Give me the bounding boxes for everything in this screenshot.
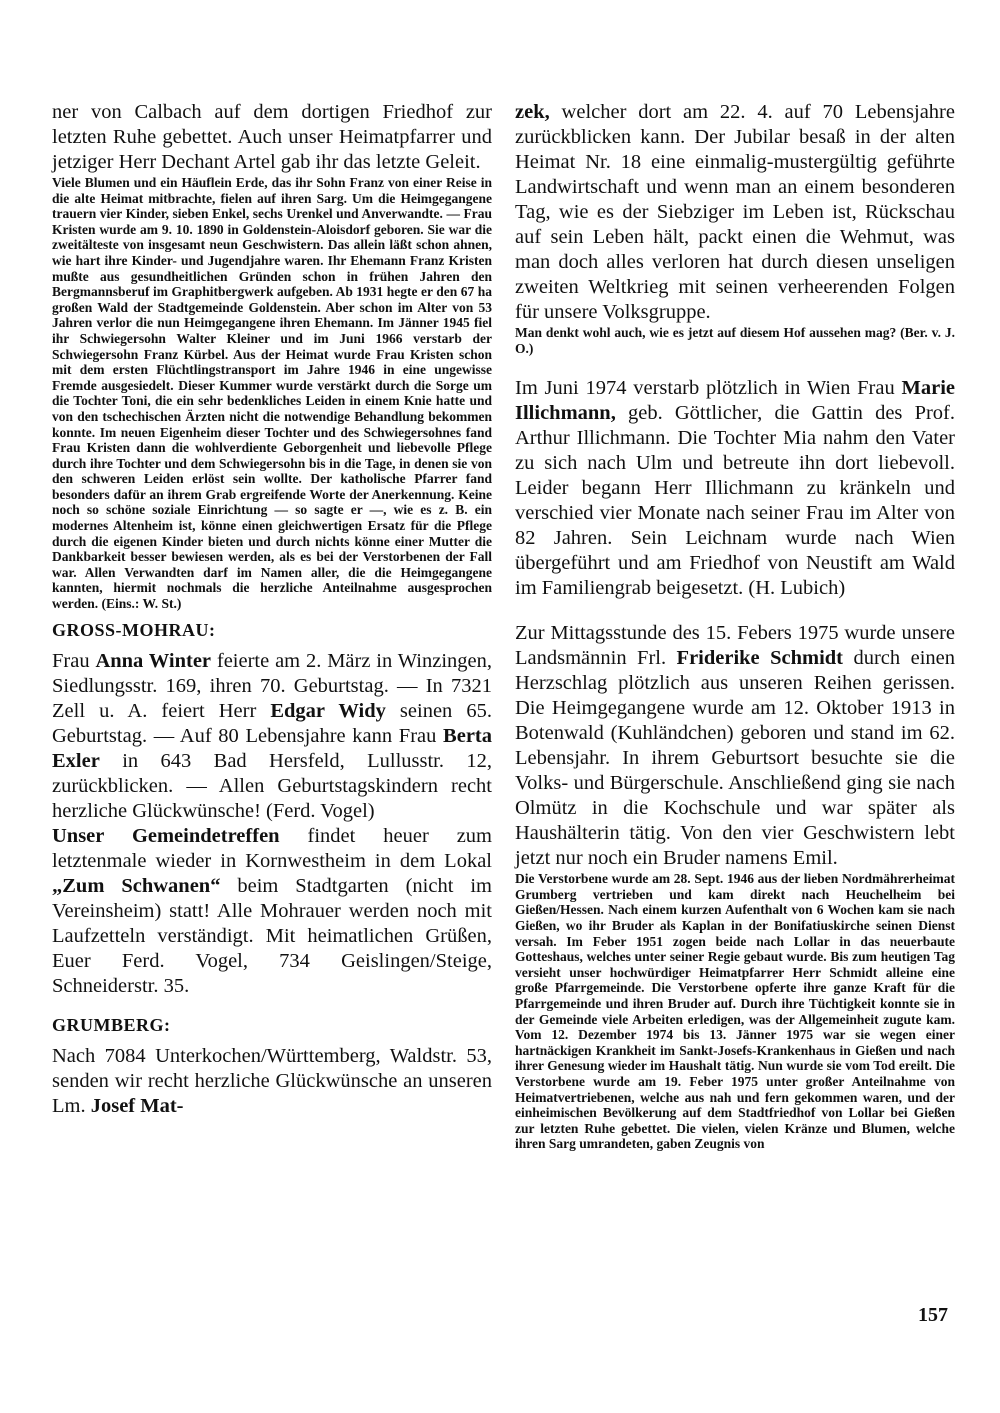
person-name: Anna Winter <box>95 649 212 672</box>
obituary-illichmann <box>515 376 955 601</box>
person-name: Marie Illichmann, <box>515 377 955 425</box>
person-name: Edgar Widy <box>270 699 386 722</box>
gross-mohrau-meeting <box>52 824 492 999</box>
obituary-schmidt <box>515 621 955 871</box>
text-span: in 643 Bad Hersfeld, Lullusstr. 12, zurückblicken. — Allen Geburtstagskindern recht herzliche Glückwünsche! (Ferd. Vogel) <box>52 749 492 822</box>
right-column <box>515 100 955 1152</box>
person-name: Berta Exler <box>52 724 492 772</box>
text-span: durch einen Herzschlag plötzlich aus unseren Reihen gerissen. Die Heimgegangene wurde am 12. Oktober 1913 in Botenwald (Kuhländchen) geboren und stand im 62. Lebensjahr. In ihrem Geburtsort besuchte sie die Volks- und Bürgerschule. Anschließend ging sie nach Olmütz in die Kochschule und war später als Haushälterin tätig. Von den vier Geschwistern lebt jetzt nur noch ein Bruder namens Emil. <box>515 647 955 870</box>
gross-mohrau-birthdays <box>52 649 492 824</box>
text-span: geb. Göttlicher, die Gattin des Prof. Arthur Illichmann. Die Tochter Mia nahm den Vater zu sich nach Ulm und betreute ihn dort liebevoll. Leider begann Herr Illichmann zu kränkeln und verschied vier Monate nach seiner Frau im Alter von 82 Jahren. Sein Leichnam wurde nach Wien übergeführt und am Friedhof von Neustift am Wald im Familiengrab beigesetzt. (H. Lubich) <box>515 402 955 600</box>
text-span: beim Stadtgarten (nicht im Vereinsheim) statt! Alle Mohrauer werden noch mit Laufzetteln verständigt. Mit heimatlichen Grüßen, Euer Ferd. Vogel, 734 Geislingen/Steige, Schneiderstr. 35. <box>52 874 492 997</box>
left-column <box>52 100 492 1119</box>
text-span: Im Juni 1974 verstarb plötzlich in Wien Frau <box>515 377 902 400</box>
text-span: Nach 7084 Unterkochen/Württemberg, Waldstr. 53, senden wir recht herzliche Glückwünsche an unseren Lm. <box>52 1044 492 1117</box>
page-number: 157 <box>918 1304 948 1326</box>
grumberg-birthday <box>52 1044 492 1119</box>
section-heading-grumberg: GRUMBERG: <box>52 1014 171 1035</box>
venue-name: „Zum Schwanen“ <box>52 874 221 897</box>
obituary-kristen-end: ner von Calbach auf dem dortigen Friedhof zur letzten Ruhe gebettet. Auch unser Heimatpfarrer und jetziger Herr Dechant Artel gab ihr das letzte Geleit. <box>52 101 492 173</box>
section-heading-gross-mohrau: GROSS-MOHRAU: <box>52 619 216 640</box>
obituary-kristen-details: Viele Blumen und ein Häuflein Erde, das ihr Sohn Franz von einer Reise in die alte Heimat mitbrachte, fielen auf ihren Sarg. Um die Heimgegangene trauern vier Kinder, sieben Enkel, sechs Urenkel und Anverwandte. — Frau Kristen wurde am 9. 10. 1890 in Goldenstein-Aloisdorf geboren. Sie war die zweitälteste von insgesamt neun Geschwistern. Das allein läßt schon ahnen, wie hart ihre Kinder- und Jugendjahre waren. Ihr Ehemann Franz Kristen mußte aus gesundheitlichen Gründen schon in frühen Jahren den Bergmannsberuf im Graphitbergwerk aufgeben. Ab 1931 hegte er den 67 ha großen Wald der Stadtgemeinde Goldenstein. Aber schon im Alter von 53 Jahren verlor die nun Heimgegangene ihren Ehemann. Im Jänner 1945 fiel ihr Schwiegersohn Walter Kleiner und im Juni 1966 verstarb der Schwiegersohn Franz Kürbel. Aus der Heimat wurde Frau Kristen schon mit dem ersten Flüchtlingstransport im Jahre 1946 in eine ungewisse Fremde ausgesiedelt. Dieser Kummer wurde verstärkt durch die Sorge um die Tochter Toni, die ein sehr bedenkliches Leiden in einem Knie hatte und von den tschechischen Ärzten nicht die notwendige Behandlung bekommen konnte. Im neuen Eigenheim dieser Tochter und des Schwiegersohnes fand Frau Kristen dann die wohlverdiente Geborgenheit und liebevolle Pflege durch ihre Tochter und dem Schwiegersohn bis in die Tage, in denen sie von den schweren Leiden erlöst sein wollte. Der katholische Pfarrer fand besonders dafür an ihrem Grab ergreifende Worte der Anerkennung. Keine noch so schöne soziale Einrichtung — so sagte er —, wie es z. B. ein modernes Altenheim ist, könne einen gleichwertigen Ersatz für die Pflege durch die eigenen Kinder bieten und durch nichts könne einer Mutter die Dankbarkeit besser bewiesen werden, als es bei der Verstorbenen der Fall war. Allen Verwandten darf im Namen aller, die die Heimgegangene kannten, hiermit nochmals die herzliche Anteilnahme ausgesprochen werden. (Eins.: W. St.) <box>52 175 492 612</box>
text-span: feierte am 2. März in Winzingen, Siedlungsstr. 169, ihren 70. Geburtstag. — In 7321 Zell u. A. feiert Herr <box>52 649 492 722</box>
person-name: Friderike Schmidt <box>676 647 844 670</box>
text-span: Frau <box>52 649 96 672</box>
grumberg-birthday-note: Man denkt wohl auch, wie es jetzt auf diesem Hof aussehen mag? (Ber. v. J. O.) <box>515 325 955 356</box>
person-name: Josef Mat- <box>90 1094 184 1117</box>
obituary-schmidt-details: Die Verstorbene wurde am 28. Sept. 1946 aus der lieben Nordmährerheimat Grumberg vertrieben und kam direkt nach Heuchelheim bei Gießen/Hessen. Nach einem kurzen Aufenthalt von 6 Wochen kam sie nach Gießen, wo ihr Bruder als Kaplan in der Bonifatiuskirche seinen Dienst versah. Im Feber 1951 zogen beide nach Lollar in das neuerbaute Gotteshaus, welches unter seiner Regie gebaut wurde. Bis zum heutigen Tag versieht unser hochwürdiger Heimatpfarrer Herr Schmidt alleine eine große Pfarrgemeinde. Die Verstorbene opferte ihre ganze Kraft für die Pfarrgemeinde und ihren Bruder auf. Durch ihre Tüchtigkeit konnte sie in der Gemeinde viele Arbeiten erledigen, was der Allgemeinheit zugute kam. Vom 12. Dezember 1974 bis 13. Jänner 1975 war sie wegen einer hartnäckigen Krankheit im Sankt-Josefs-Krankenhaus in Gießen und nach ihrer Genesung wieder im Haushalt tätig. Nun wurde sie vom Tod ereilt. Die Verstorbene wurde am 19. Feber 1975 unter großer Anteilnahme von Heimatvertriebenen, welche aus nah und fern gekommen waren, und der einheimischen Bevölkerung auf dem Stadtfriedhof von Lollar bei Gießen zur letzten Ruhe gebettet. Die vielen, vielen Kränze und Blumen, welche ihren Sarg umrandeten, gaben Zeugnis von <box>515 871 955 1152</box>
person-name: zek, <box>515 101 550 123</box>
meeting-title: Unser Gemeindetreffen <box>52 824 280 847</box>
grumberg-birthday-continued <box>515 100 955 325</box>
text-span: seinen 65. Geburtstag. — Auf 80 Lebensjahre kann Frau <box>52 699 492 747</box>
text-span: findet heuer zum letztenmale wieder in Kornwestheim in dem Lokal <box>52 824 493 872</box>
text-span: welcher dort am 22. 4. auf 70 Lebensjahre zurückblicken kann. Der Jubilar besaß in der alten Heimat Nr. 18 eine einmalig-mustergültig geführte Landwirtschaft und wenn man an einem besonderen Tag, wie es der Siebziger im Leben ist, Rückschau auf sein Leben hält, packt einen die Wehmut, was man doch alles verloren hat durch diesen unseligen zweiten Weltkrieg mit seinen verheerenden Folgen für unsere Volksgruppe. <box>515 101 955 323</box>
text-span: Zur Mittagsstunde des 15. Febers 1975 wurde unsere Landsmännin Frl. <box>515 622 955 670</box>
